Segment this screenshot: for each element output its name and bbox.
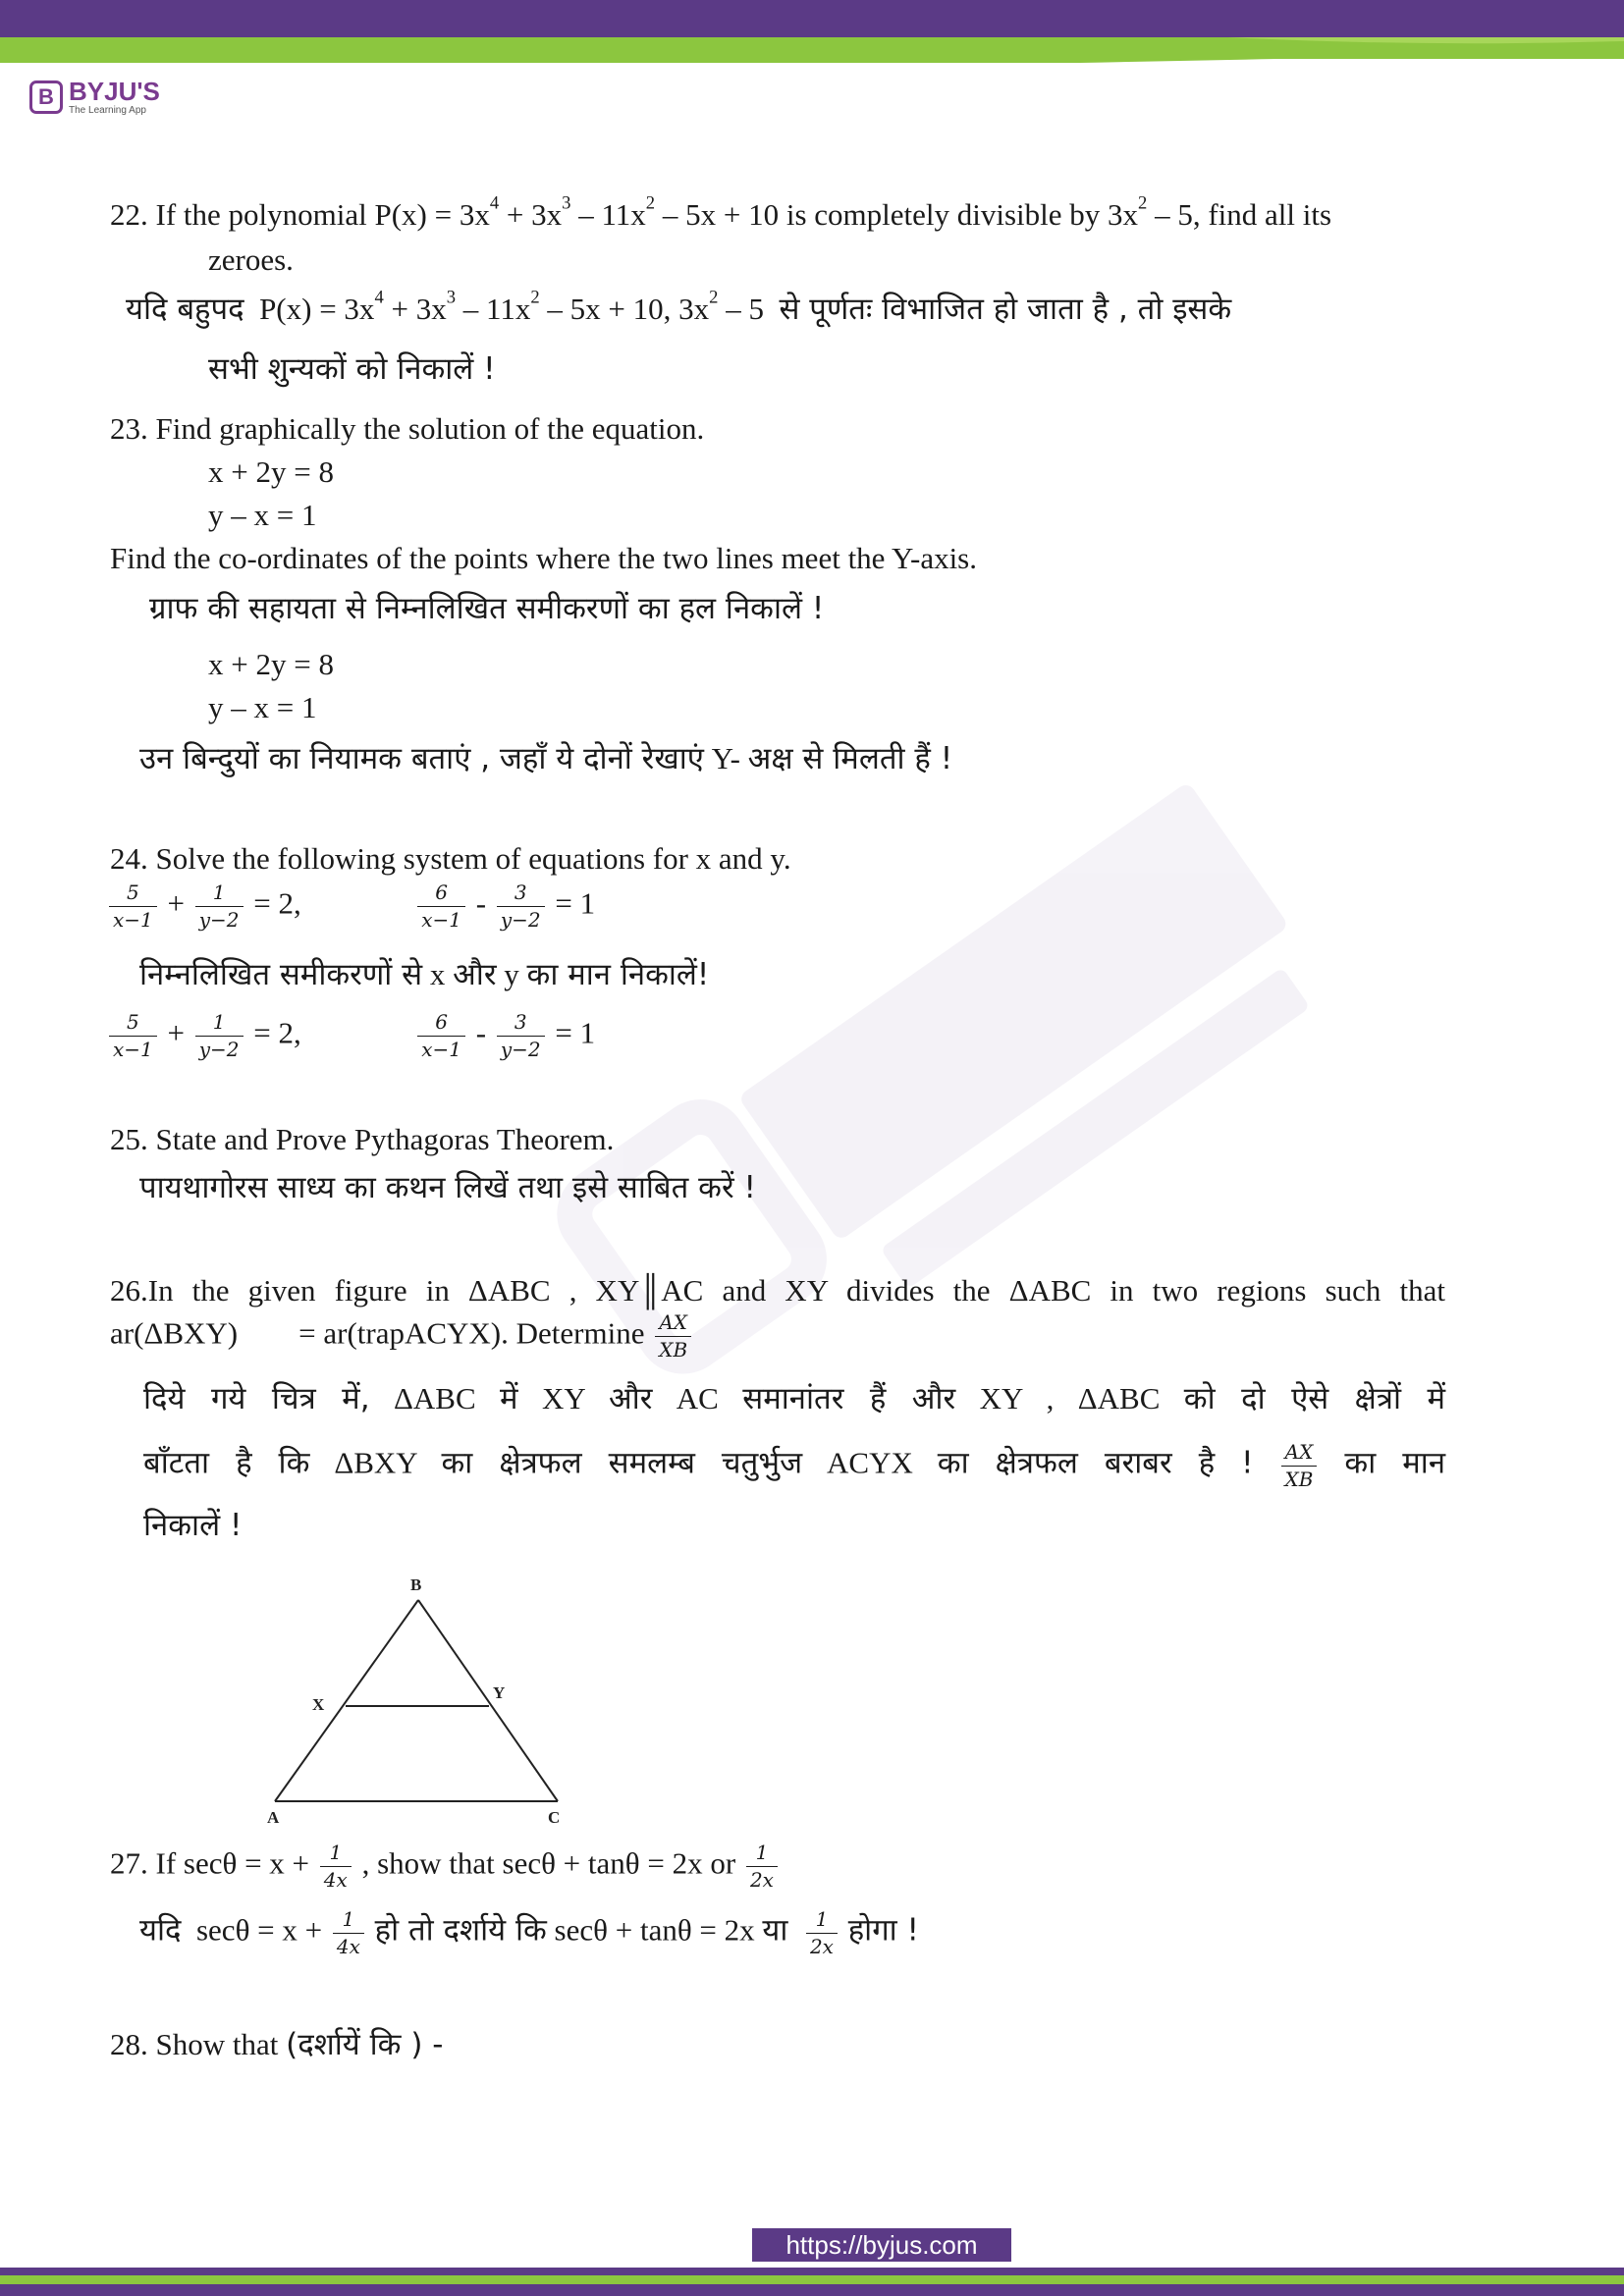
q26-line1: 26.In the given figure in ΔABC , XY║AC and XY divides the ΔABC in two regions such that — [110, 1273, 1445, 1308]
footer-url-link[interactable]: https://byjus.com — [752, 2228, 1011, 2262]
q23-hindi-line2: उन बिन्दुयों का नियामक बताएं , जहाँ ये दोनों रेखाएं Y- अक्ष से मिलती हैं ! — [139, 741, 953, 776]
q26-hindi-line3: निकालें ! — [143, 1508, 243, 1543]
brand-tagline: The Learning App — [69, 105, 146, 116]
side-ab — [275, 1600, 418, 1801]
fraction: $\frac{1}{4x}$ — [333, 1908, 364, 1958]
footer-stripe — [0, 2268, 1624, 2296]
q25-line1: 25. State and Prove Pythagoras Theorem. — [110, 1122, 615, 1156]
q23-eq2: y – x = 1 — [208, 498, 317, 532]
q23-line1: 23. Find graphically the solution of the equation. — [110, 411, 705, 446]
brand-logo[interactable] — [29, 79, 160, 116]
fraction: $\frac{1}{2x}$ — [746, 1842, 778, 1892]
q24-equations: $\frac{5}{x-1}$ + $\frac{1}{y-2}$ = 2, $\frac{6}{x-1}$ - $\frac{3}{y-2}$ = 1 — [106, 881, 595, 932]
vertex-label-x: X — [312, 1695, 325, 1714]
q27-line1: 27. If secθ = x + $\frac{1}{4x}$ , show that secθ + tanθ = 2x or $\frac{1}{2x}$ — [110, 1842, 781, 1892]
q22-line2: zeroes. — [208, 242, 294, 277]
vertex-label-a: A — [267, 1808, 280, 1826]
fraction: $\frac{AX}{XB}$ — [655, 1311, 691, 1362]
q23-eq1: x + 2y = 8 — [208, 454, 334, 489]
q26-hindi-line1: दिये गये चित्र में, ΔABC में XY और AC समानांतर हैं और XY , ΔABC को दो ऐसे क्षेत्रों में — [143, 1381, 1446, 1416]
fraction: $\frac{6}{x-1}$ — [417, 881, 465, 932]
side-bc — [418, 1600, 558, 1801]
vertex-label-b: B — [410, 1575, 422, 1594]
fraction: $\frac{1}{y-2}$ — [195, 881, 244, 932]
q26-line2: ar(ΔBXY) = ar(trapACYX). Determine $\frac{AX}{XB}$ — [110, 1311, 694, 1362]
fraction: $\frac{1}{y-2}$ — [195, 1011, 244, 1061]
q23-hindi-line1: ग्राफ की सहायता से निम्नलिखित समीकरणों का हल निकालें ! — [149, 591, 825, 626]
fraction: $\frac{5}{x-1}$ — [109, 1011, 157, 1061]
q24-hindi-line1: निम्नलिखित समीकरणों से x और y का मान निकालें! — [139, 957, 710, 992]
q25-hindi-line1: पायथागोरस साध्य का कथन लिखें तथा इसे साबित करें ! — [139, 1170, 756, 1205]
q24-hindi-equations: $\frac{5}{x-1}$ + $\frac{1}{y-2}$ = 2, $\frac{6}{x-1}$ - $\frac{3}{y-2}$ = 1 — [106, 1011, 595, 1061]
q28-line1: 28. Show that (दर्शायें कि ) - — [110, 2027, 444, 2062]
q22-line1: 22. If the polynomial $P(x) = 3x^4 + 3x^3 - 11x^2 - 5x + 10$ is completely divisible by $3x^2 - 5$, find all its — [110, 192, 1332, 232]
fraction: $\frac{1}{4x}$ — [320, 1842, 352, 1892]
q23-line2: Find the co-ordinates of the points where the two lines meet the Y-axis. — [110, 541, 978, 575]
q27-hindi-line1: यदि secθ = x + $\frac{1}{4x}$ हो तो दर्शाये कि secθ + tanθ = 2x या $\frac{1}{2x}$ होगा ! — [139, 1907, 919, 1958]
brand-name: BYJU'S — [69, 77, 160, 106]
fraction: $\frac{3}{y-2}$ — [497, 1011, 545, 1061]
logo-icon: B — [29, 80, 63, 114]
q22-hindi-line2: सभी शुन्यकों को निकालें ! — [208, 351, 496, 387]
fraction: $\frac{5}{x-1}$ — [109, 881, 157, 932]
q22-hindi-line1: यदि बहुपद $P(x) = 3x^4 + 3x^3 - 11x^2 - 5x + 10$, $3x^2 - 5$ से पूर्णतः विभाजित हो जाता है , तो इसके — [126, 287, 1232, 327]
fraction: $\frac{AX}{XB}$ — [1281, 1441, 1318, 1491]
vertex-label-c: C — [548, 1808, 561, 1826]
fraction: $\frac{6}{x-1}$ — [417, 1011, 465, 1061]
q26-hindi-line2: बाँटता है कि ΔBXY का क्षेत्रफल समलम्ब चतुर्भुज ACYX का क्षेत्रफल बराबर है ! $\frac{AX}{XB}$ का मान — [143, 1440, 1446, 1491]
fraction: $\frac{1}{2x}$ — [806, 1908, 838, 1958]
triangle-figure — [255, 1571, 579, 1826]
fraction: $\frac{3}{y-2}$ — [497, 881, 545, 932]
q24-line1: 24. Solve the following system of equations for x and y. — [110, 841, 791, 876]
vertex-label-y: Y — [493, 1683, 506, 1702]
q23-hindi-eq2: y – x = 1 — [208, 690, 317, 724]
header-stripe — [0, 0, 1624, 69]
q23-hindi-eq1: x + 2y = 8 — [208, 647, 334, 681]
